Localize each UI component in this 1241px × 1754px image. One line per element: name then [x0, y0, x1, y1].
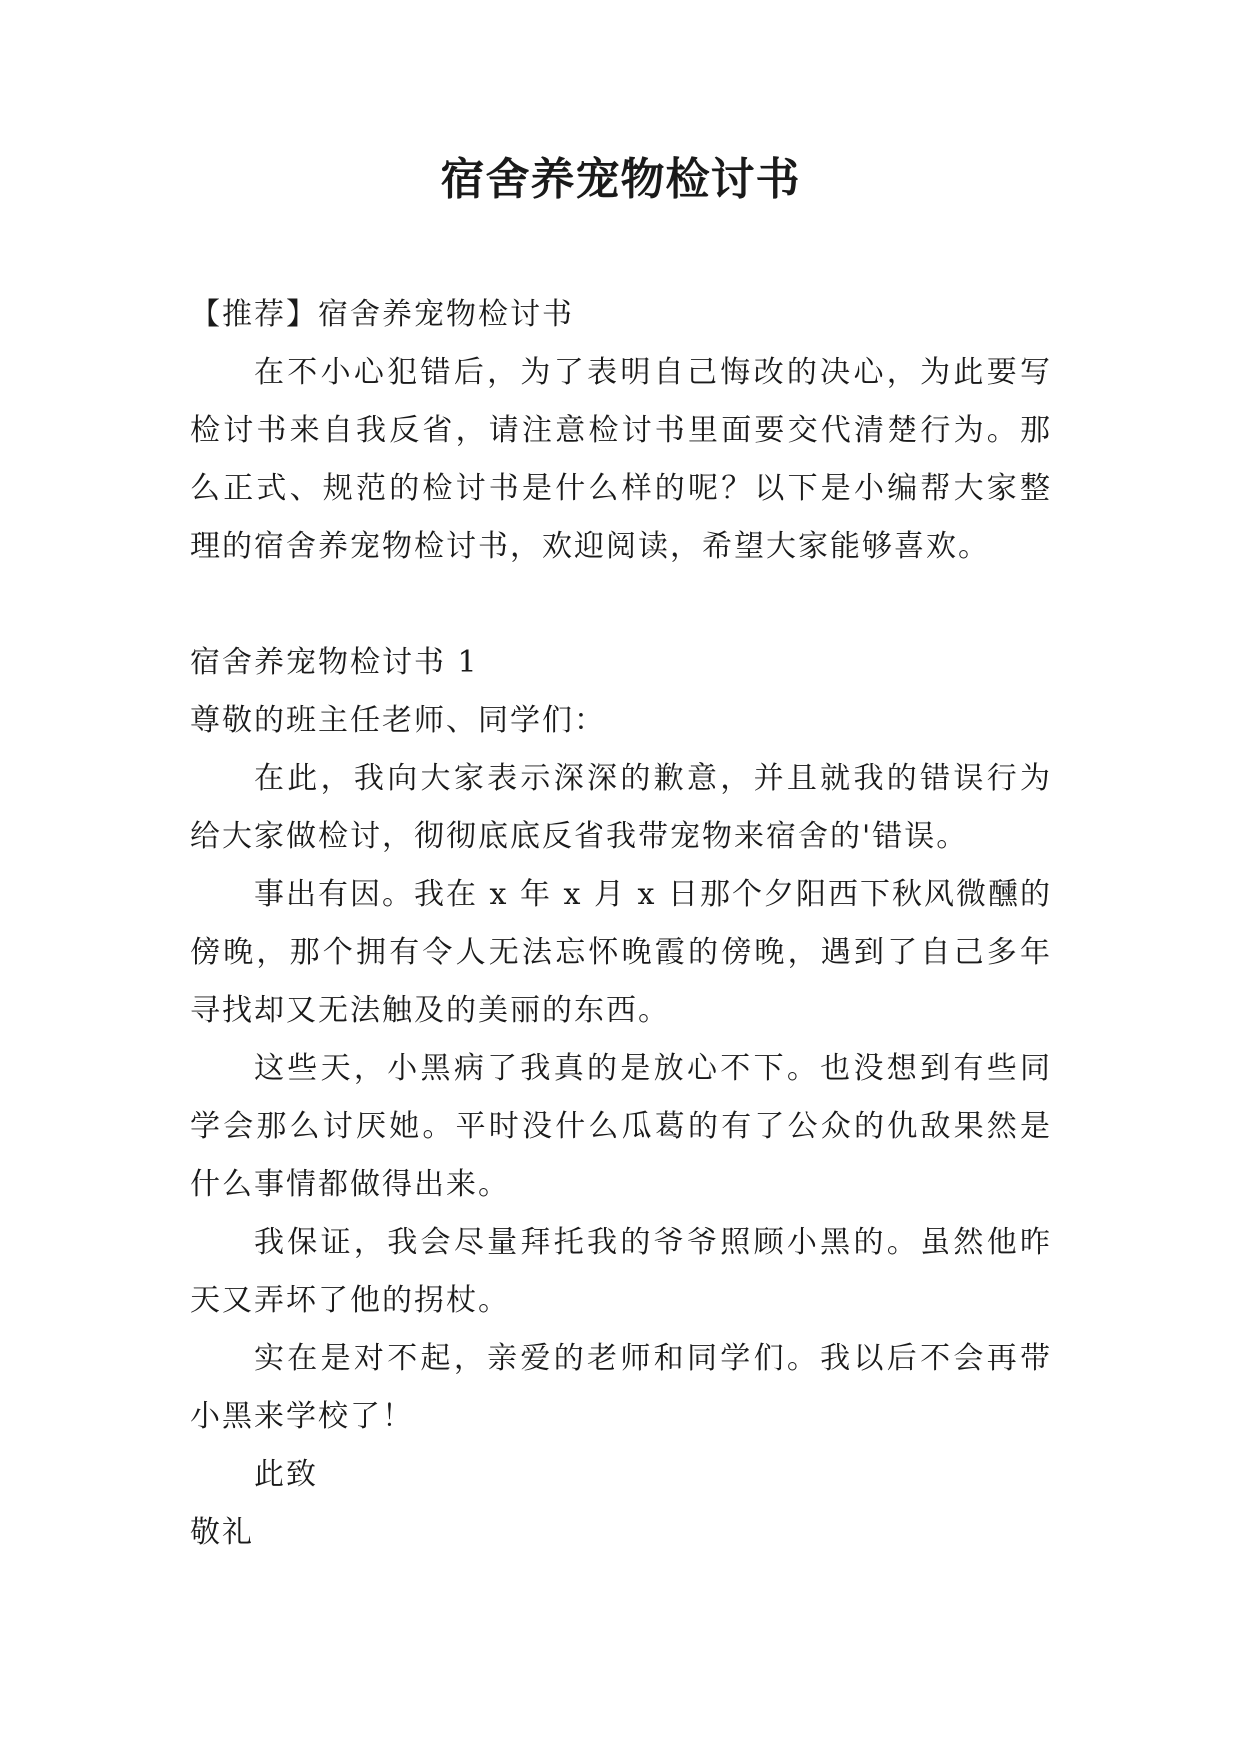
body-paragraph-3: 这些天，小黑病了我真的是放心不下。也没想到有些同学会那么讨厌她。平时没什么瓜葛的有了公众的仇敌果然是什么事情都做得出来。: [190, 1051, 1052, 1202]
closing-jing-li: 敬礼: [190, 1515, 254, 1550]
body-paragraph-2: 事出有因。我在 x 年 x 月 x 日那个夕阳西下秋风微醺的傍晚，那个拥有令人无法忘怀晚霞的傍晚，遇到了自己多年寻找却又无法触及的美丽的东西。: [190, 877, 1052, 1028]
body-paragraph-5: 实在是对不起，亲爱的老师和同学们。我以后不会再带小黑来学校了！: [190, 1341, 1052, 1434]
paragraph-gap: [190, 576, 1052, 634]
section-heading: 宿舍养宠物检讨书 1: [190, 645, 479, 680]
closing-ci-zhi: 此致: [254, 1457, 318, 1492]
document-title: 宿舍养宠物检讨书: [440, 154, 801, 205]
intro-paragraph: 在不小心犯错后，为了表明自己悔改的决心，为此要写检讨书来自我反省，请注意检讨书里面要交代清楚行为。那么正式、规范的检讨书是什么样的呢？以下是小编帮大家整理的宿舍养宠物检讨书，欢迎阅读，希望大家能够喜欢。: [190, 355, 1052, 564]
body-paragraph-1: 在此，我向大家表示深深的歉意，并且就我的错误行为给大家做检讨，彻彻底底反省我带宠物来宿舍的'错误。: [190, 761, 1052, 854]
body-paragraph-4: 我保证，我会尽量拜托我的爷爷照顾小黑的。虽然他昨天又弄坏了他的拐杖。: [190, 1225, 1052, 1318]
document-body: [190, 286, 1052, 1562]
salutation: 尊敬的班主任老师、同学们：: [190, 703, 606, 738]
recommend-line: 【推荐】宿舍养宠物检讨书: [190, 297, 574, 332]
